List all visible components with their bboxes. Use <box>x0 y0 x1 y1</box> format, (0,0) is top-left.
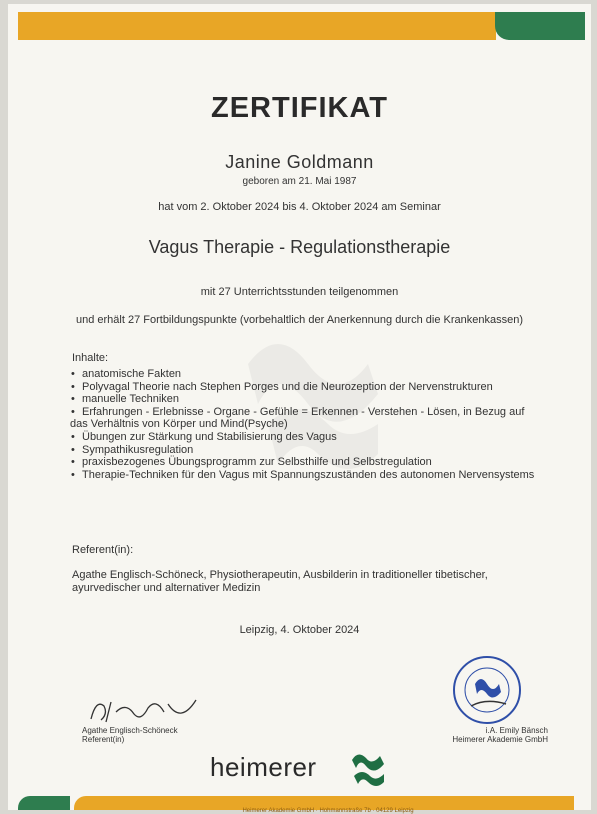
top-orange-bar <box>18 12 496 40</box>
footer-address: Heimerer Akademie GmbH · Hohmannstraße 7b · 04129 Leipzig <box>242 808 414 814</box>
referent-label: Referent(in): <box>72 544 134 556</box>
director-signature-caption <box>418 726 548 744</box>
certificate-page <box>8 4 591 814</box>
list-item: • Therapie-Techniken für den Vagus mit Spannungszuständen des autonomen Nervensystems <box>70 469 540 482</box>
referent-signature-name: Agathe Englisch-Schöneck <box>82 726 178 735</box>
top-green-bar <box>495 12 585 40</box>
training-points: und erhält 27 Fortbildungspunkte (vorbehaltlich der Anerkennung durch die Krankenkassen) <box>75 314 523 326</box>
director-signature-org: Heimerer Akademie GmbH <box>452 735 548 744</box>
birth-date: geboren am 21. Mai 1987 <box>242 176 357 187</box>
bottom-green-bar <box>18 796 70 810</box>
director-signature-name: i.A. Emily Bänsch <box>485 726 548 735</box>
seminar-title: Vagus Therapie - Regulationstherapie <box>148 237 451 257</box>
recipient-name: Janine Goldmann <box>225 152 374 172</box>
heimerer-logo-icon <box>346 746 388 788</box>
list-item: • Sympathikusregulation <box>70 444 540 457</box>
referent-signature-icon <box>86 694 206 724</box>
list-item: • praxisbezogenes Übungsprogramm zur Selbsthilfe und Selbstregulation <box>70 456 540 469</box>
seminar-dates: hat vom 2. Oktober 2024 bis 4. Oktober 2024 am Seminar <box>158 201 441 213</box>
referent-signature-role: Referent(in) <box>82 735 125 744</box>
list-item: • Polyvagal Theorie nach Stephen Porges und die Neurozeption der Nervenstrukturen <box>70 381 540 394</box>
academy-stamp-icon <box>451 654 523 726</box>
list-item: • Übungen zur Stärkung und Stabilisierung des Vagus <box>70 431 540 444</box>
teaching-hours: mit 27 Unterrichtsstunden teilgenommen <box>200 286 399 298</box>
referent-signature-caption <box>82 726 178 744</box>
list-item: • manuelle Techniken <box>70 393 540 406</box>
contents-label: Inhalte: <box>72 352 109 364</box>
brand-name: heimerer <box>210 752 317 782</box>
place-date: Leipzig, 4. Oktober 2024 <box>239 624 360 636</box>
topics-list <box>70 368 540 481</box>
list-item: • Erfahrungen - Erlebnisse - Organe - Gefühle = Erkennen - Verstehen - Lösen, in Bezug auf das Verhältnis von Körper und Mind(Psyche) <box>70 406 540 431</box>
referent-description: Agathe Englisch-Schöneck, Physiotherapeutin, Ausbilderin in traditioneller tibetischer, ayurvedischer und alternativer Medizin <box>72 569 488 594</box>
list-item: • anatomische Fakten <box>70 368 540 381</box>
certificate-title: ZERTIFIKAT <box>211 92 388 124</box>
